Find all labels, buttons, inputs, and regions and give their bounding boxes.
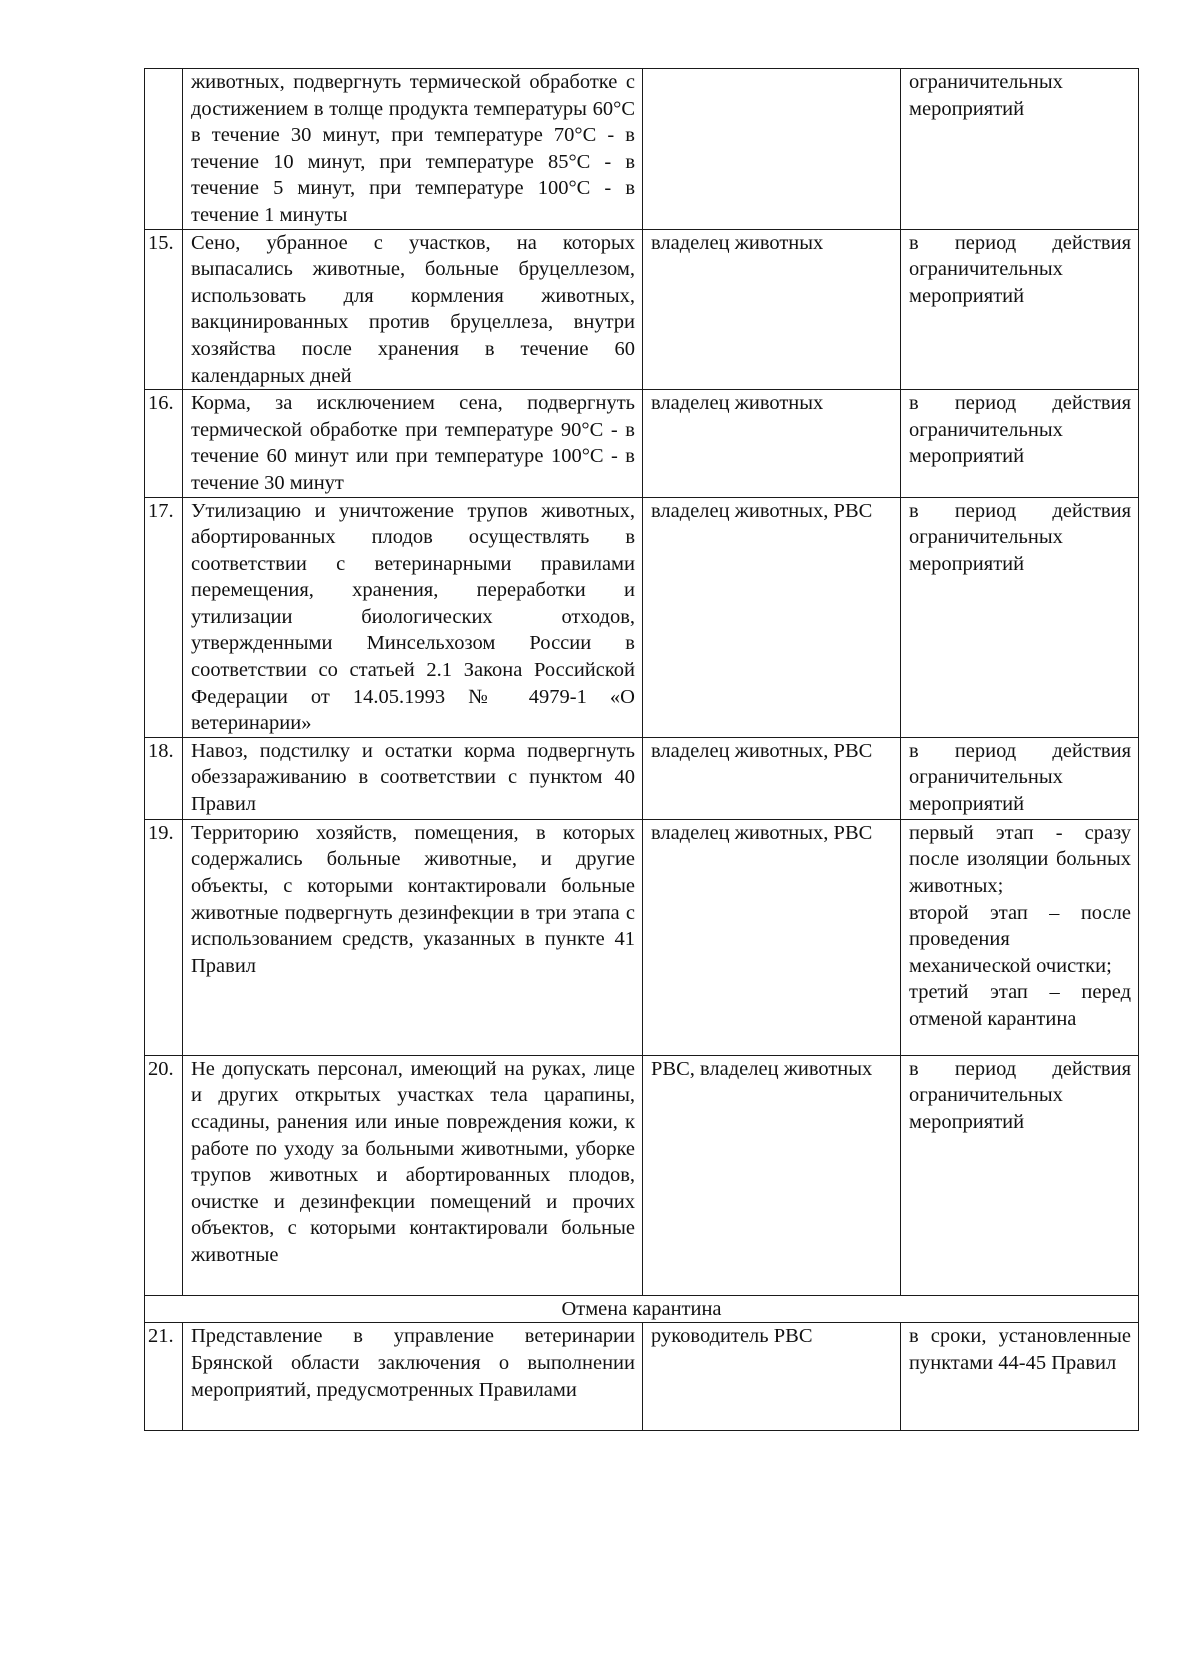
section-header-row — [145, 1295, 1139, 1323]
document-page — [144, 68, 1138, 1431]
term-cell: в сроки, установленные пунктами 44-45 Правил — [901, 1323, 1139, 1431]
responsible-cell: владелец животных, РВС — [643, 819, 901, 1055]
responsible-cell: владелец животных — [643, 390, 901, 497]
term-cell — [901, 819, 1139, 1055]
row-number: 20. — [145, 1055, 183, 1295]
row-number: 17. — [145, 497, 183, 737]
responsible-cell — [643, 69, 901, 230]
row-number: 18. — [145, 737, 183, 819]
row-number: 16. — [145, 390, 183, 497]
term-cell: в период действия ограничительных мероприятий — [901, 497, 1139, 737]
table-row — [145, 497, 1139, 737]
table-row — [145, 1323, 1139, 1431]
section-title: Отмена карантина — [145, 1295, 1139, 1323]
row-number: 15. — [145, 229, 183, 390]
action-cell: Утилизацию и уничтожение трупов животных, абортированных плодов осуществлять в соответствии с ветеринарными правилами перемещения, хранения, переработки и утилизации биологических отходов, утвержденными Минсельхозом России в соответствии со статьей 2.1 Закона Российской Федерации от 14.05.1993 № 4979-1 «О ветеринарии» — [183, 497, 643, 737]
responsible-cell: владелец животных, РВС — [643, 497, 901, 737]
table-row — [145, 229, 1139, 390]
responsible-cell: РВС, владелец животных — [643, 1055, 901, 1295]
term-cell: ограничительных мероприятий — [901, 69, 1139, 230]
table-row — [145, 737, 1139, 819]
action-cell: животных, подвергнуть термической обработке с достижением в толще продукта температуры 60°С в течение 30 минут, при температуре 70°С - в течение 10 минут, при температуре 85°С - в течение 5 минут, при температуре 100°С - в течение 1 минуты — [183, 69, 643, 230]
action-cell: Корма, за исключением сена, подвергнуть термической обработке при температуре 90°С - в течение 60 минут или при температуре 100°С - в течение 30 минут — [183, 390, 643, 497]
term-stage-3: третий этап – перед отменой карантина — [909, 981, 1131, 1030]
table-row — [145, 819, 1139, 1055]
table-row — [145, 390, 1139, 497]
action-cell: Территорию хозяйств, помещения, в которых содержались больные животные, и другие объекты, с которыми контактировали больные животные подвергнуть дезинфекции в три этапа с использованием средств, указанных в пункте 41 Правил — [183, 819, 643, 1055]
row-number: 21. — [145, 1323, 183, 1431]
row-number — [145, 69, 183, 230]
measures-table — [144, 68, 1139, 1431]
responsible-cell: владелец животных — [643, 229, 901, 390]
action-cell: Представление в управление ветеринарии Брянской области заключения о выполнении мероприятий, предусмотренных Правилами — [183, 1323, 643, 1431]
responsible-cell: руководитель РВС — [643, 1323, 901, 1431]
term-stage-1: первый этап - сразу после изоляции больных животных; — [909, 821, 1131, 898]
term-cell: в период действия ограничительных мероприятий — [901, 390, 1139, 497]
term-cell: в период действия ограничительных мероприятий — [901, 1055, 1139, 1295]
action-cell: Не допускать персонал, имеющий на руках, лице и других открытых участках тела царапины, ссадины, ранения или иные повреждения кожи, к работе по уходу за больными животными, уборке трупов животных и абортированных плодов, очистке и дезинфекции помещений и прочих объектов, с которыми контактировали больные животные — [183, 1055, 643, 1295]
action-cell: Навоз, подстилку и остатки корма подвергнуть обеззараживанию в соответствии с пунктом 40 Правил — [183, 737, 643, 819]
term-cell: в период действия ограничительных мероприятий — [901, 229, 1139, 390]
row-number: 19. — [145, 819, 183, 1055]
term-cell: в период действия ограничительных мероприятий — [901, 737, 1139, 819]
term-stage-2: второй этап – после проведения механической очистки; — [909, 901, 1131, 977]
action-cell: Сено, убранное с участков, на которых выпасались животные, больные бруцеллезом, использовать для кормления животных, вакцинированных против бруцеллеза, внутри хозяйства после хранения в течение 60 календарных дней — [183, 229, 643, 390]
table-row — [145, 69, 1139, 230]
responsible-cell: владелец животных, РВС — [643, 737, 901, 819]
table-row — [145, 1055, 1139, 1295]
